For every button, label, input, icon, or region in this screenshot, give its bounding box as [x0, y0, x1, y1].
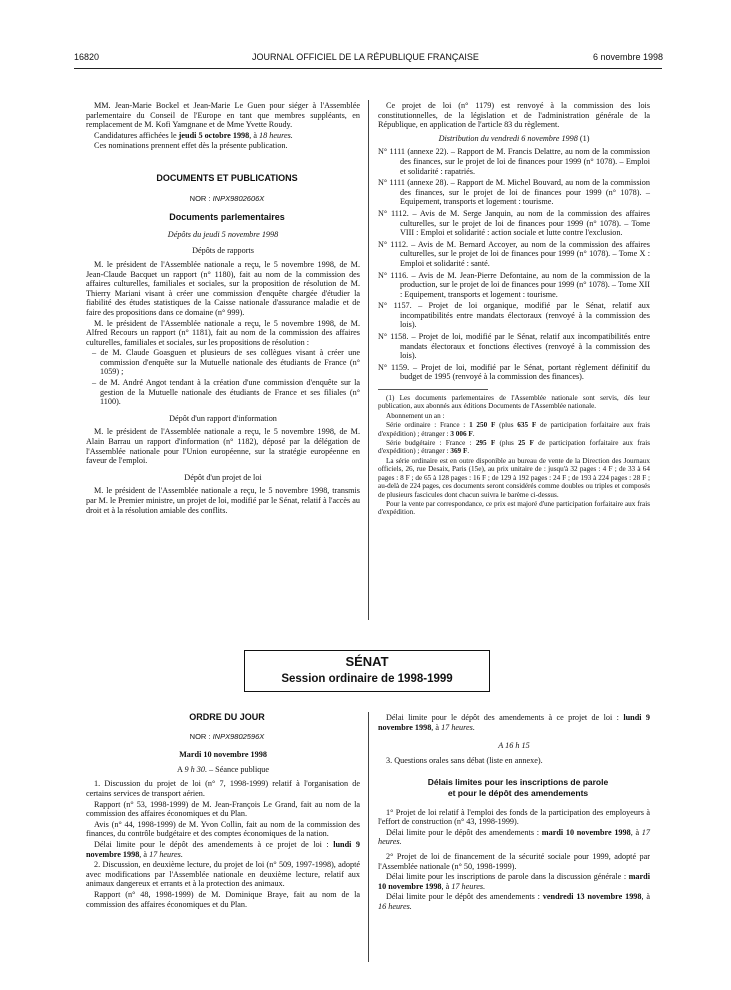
- paragraph: M. le président de l'Assemblée nationale a reçu, le 5 novembre 1998, de M. Jean-Claude Bacquet un rapport (n° 1180), fait au nom de la commission des affaires culturelles, familiales et sociales, sur la proposition de résolution de M. Thierry Mariani visant à créer une commission d'enquête chargée d'étudier la fiabilité des études statistiques de la Caisse nationale d'assurance maladie et de faire des propositions dans ce domaine (n° 999).: [86, 259, 360, 317]
- list-item: N° 1159. – Projet de loi, modifié par le Sénat, portant règlement définitif du budget de 1995 (renvoyé à la commission des finances).: [378, 362, 650, 382]
- paragraph: 2° Projet de loi de financement de la sécurité sociale pour 1999, adopté par l'Assemblée nationale (n° 50, 1998-1999).: [378, 851, 650, 871]
- list-item: – de M. Claude Goasguen et plusieurs de ses collègues visant à créer une commission d'enquête sur la Mutuelle nationale des étudiants de France (n° 1059) ;: [92, 348, 360, 377]
- paragraph: 3. Questions orales sans débat (liste en annexe).: [386, 755, 543, 765]
- section-heading: et pour le dépôt des amendements: [447, 787, 589, 798]
- senat-title: SÉNAT: [345, 654, 389, 669]
- session-time: A 16 h 15: [498, 741, 530, 751]
- nor-reference: NOR : INPX9802606X: [189, 193, 265, 203]
- agenda-date: Mardi 10 novembre 1998: [179, 750, 267, 760]
- paragraph: Ce projet de loi (n° 1179) est renvoyé à la commission des lois constitutionnelles, de la législation et de l'administration générale de la République, en application de l'article 83 du règlement.: [378, 101, 650, 130]
- list-item: N° 1111 (annexe 28). – Rapport de M. Michel Bouvard, au nom de la commission des finances, sur le projet de loi de finances pour 1999 (n° 1078). – Equipement, transports et logement : tourisme.: [378, 178, 650, 207]
- list-item: N° 1112. – Avis de M. Bernard Accoyer, au nom de la commission des affaires culturelles, sur le projet de loi de finances pour 1999 (n° 1078). – Tome X : Emploi et solidarité : santé.: [378, 239, 650, 268]
- issue-date: 6 novembre 1998: [592, 52, 663, 62]
- left-column-top: [86, 101, 360, 516]
- senat-banner: [244, 650, 490, 692]
- list-item: N° 1111 (annexe 22). – Rapport de M. Francis Delattre, au nom de la commission des finances, sur le projet de loi de finances pour 1999 (n° 1078). – Emploi et solidarité : rapatriés.: [378, 147, 650, 176]
- list-item: N° 1157. – Projet de loi organique, modifié par le Sénat, relatif aux incompatibilités entre mandats électoraux (renvoyé à la commission des lois).: [378, 301, 650, 330]
- deposits-date: Dépôts du jeudi 5 novembre 1998: [167, 229, 279, 239]
- list-item: N° 1112. – Avis de M. Serge Janquin, au nom de la commission des affaires culturelles, sur le projet de loi de finances pour 1999 (n° 1078). – Tome VIII : Emploi et solidarité : action sociale et lutte contre l'exclusion.: [378, 208, 650, 238]
- page-header: [0, 52, 731, 66]
- page-number: 16820: [74, 52, 100, 62]
- paragraph: 2. Discussion, en deuxième lecture, du projet de loi (n° 509, 1997-1998), adopté avec modifications par l'Assemblée nationale en deuxième lecture, relatif aux animaux dangereux et errants et à la protection des animaux.: [86, 860, 360, 889]
- header-rule: [74, 68, 662, 69]
- paragraph: Délai limite pour le dépôt des amendements : vendredi 13 novembre 1998, à 16 heures.: [378, 892, 650, 911]
- subheading: Dépôts de rapports: [192, 246, 254, 256]
- agenda-title: ORDRE DU JOUR: [189, 712, 265, 722]
- subheading: Dépôt d'un rapport d'information: [169, 413, 277, 423]
- paragraph: Rapport (n° 48, 1998-1999) de M. Dominique Braye, fait au nom de la commission des affaires économiques et du Plan.: [86, 889, 360, 909]
- paragraph: Rapport (n° 53, 1998-1999) de M. Jean-François Le Grand, fait au nom de la commission des affaires économiques et du Plan.: [86, 799, 360, 819]
- paragraph: M. le président de l'Assemblée nationale a reçu, le 5 novembre 1998, de M. Alain Barrau un rapport d'information (n° 1182), déposé par la délégation de l'Assemblée nationale pour l'Union européenne, sur la stratégie européenne en faveur de l'emploi.: [86, 427, 360, 466]
- paragraph: MM. Jean-Marie Bockel et Jean-Marie Le Guen pour siéger à l'Assemblée parlementaire du Conseil de l'Europe en tant que membres suppléants, en remplacement de M. Kofi Yamgnane et de Mme Yvette Roudy.: [86, 101, 360, 130]
- paragraph: Candidatures affichées le jeudi 5 octobre 1998, à 18 heures.: [94, 130, 293, 140]
- paragraph: Avis (n° 44, 1998-1999) de M. Yvon Collin, fait au nom de la commission des finances, du contrôle budgétaire et des comptes économiques de la nation.: [86, 819, 360, 839]
- right-column-bottom: [378, 713, 650, 913]
- paragraph: Délai limite pour le dépôt des amendements : mardi 10 novembre 1998, à 17 heures.: [378, 827, 650, 847]
- paragraph: Délai limite pour les inscriptions de parole dans la discussion générale : mardi 10 novembre 1998, à 17 heures.: [378, 872, 650, 891]
- right-column-top: [378, 101, 650, 518]
- paragraph: Délai limite pour le dépôt des amendements à ce projet de loi : lundi 9 novembre 1998, à 17 heures.: [86, 839, 361, 859]
- column-divider: [368, 712, 369, 962]
- paragraph: Délai limite pour le dépôt des amendements à ce projet de loi : lundi 9 novembre 1998, à 17 heures.: [378, 713, 651, 732]
- list-item: N° 1116. – Avis de M. Jean-Pierre Defontaine, au nom de la commission de la production, sur le projet de loi de finances pour 1999 (n° 1078). – Tome XII : Equipement, transports et logement : tourisme.: [378, 270, 650, 299]
- session-time: A 9 h 30. – Séance publique: [176, 764, 270, 774]
- subheading: Dépôt d'un projet de loi: [184, 472, 262, 482]
- paragraph: M. le président de l'Assemblée nationale a reçu, le 5 novembre 1998, transmis par M. le Premier ministre, un projet de loi, modifié par le Sénat, relatif à l'accès au droit et à la résolution amiable des conflits.: [86, 486, 360, 515]
- paragraph: 1. Discussion du projet de loi (n° 7, 1998-1999) relatif à l'organisation de certains services de transport aérien.: [86, 779, 360, 798]
- subsection-heading: Documents parlementaires: [169, 212, 285, 223]
- paragraph: 1° Projet de loi relatif à l'emploi des fonds de la participation des employeurs à l'effort de construction (n° 43, 1998-1999).: [378, 807, 650, 827]
- distribution-heading: Distribution du vendredi 6 novembre 1998 (1): [438, 133, 590, 143]
- footnote: (1) Les documents parlementaires de l'Assemblée nationale sont servis, dès leur publication, aux abonnés aux éditions Documents de l'Assemblée nationale. Abonnement un an : Série ordinaire : France : 1 250 F (plus 635 F de participation forfaitaire aux frais d'expédition) ; étranger : 3 006 F. Série budgétaire : France : 295 F (plus 25 F de participation forfaitaire aux frais d'expédition) ; étranger : 369 F. La série ordinaire est en outre disponible au bureau de vente de la Direction des Journaux officiels, 26, rue Desaix, Paris (15e), au prix unitaire de : jusqu'à 32 pages : 4 F ; de 33 à 64 pages : 8 F ; de 65 à 128 pages : 16 F ; de 129 à 192 pages : 24 F ; de 193 à 224 pages : 28 F ; au-delà de 224 pages, ces documents seront considérés comme doubles ou triples et composés de plusieurs fascicules dont chacun suivra le barème ci-dessus. Pour la vente par correspondance, ce prix est majoré d'une participation forfaitaire aux frais d'expédition.: [378, 394, 651, 517]
- column-divider: [368, 100, 369, 620]
- list-item: N° 1158. – Projet de loi, modifié par le Sénat, relatif aux incompatibilités entre mandats électoraux et fonctions électives (renvoyé à la commission des lois).: [378, 332, 650, 361]
- section-heading: DOCUMENTS ET PUBLICATIONS: [156, 172, 298, 183]
- paragraph: Ces nominations prennent effet dès la présente publication.: [94, 141, 288, 151]
- paragraph: M. le président de l'Assemblée nationale a reçu, le 5 novembre 1998, de M. Alfred Recours un rapport (n° 1181), fait au nom de la commission des affaires culturelles, familiales et sociales, sur les propositions de résolution :: [86, 318, 360, 347]
- section-heading: Délais limites pour les inscriptions de parole: [427, 777, 609, 788]
- left-column-bottom: [86, 713, 360, 910]
- session-title: Session ordinaire de 1998-1999: [281, 673, 453, 685]
- nor-reference: NOR : INPX9802596X: [189, 731, 265, 741]
- journal-title: JOURNAL OFFICIEL DE LA RÉPUBLIQUE FRANÇAISE: [252, 52, 479, 62]
- list-item: – de M. André Angot tendant à la création d'une commission d'enquête sur la gestion de la Mutuelle nationale des étudiants de France et ses filiales (n° 1100).: [92, 378, 360, 407]
- distribution-list: [378, 147, 650, 382]
